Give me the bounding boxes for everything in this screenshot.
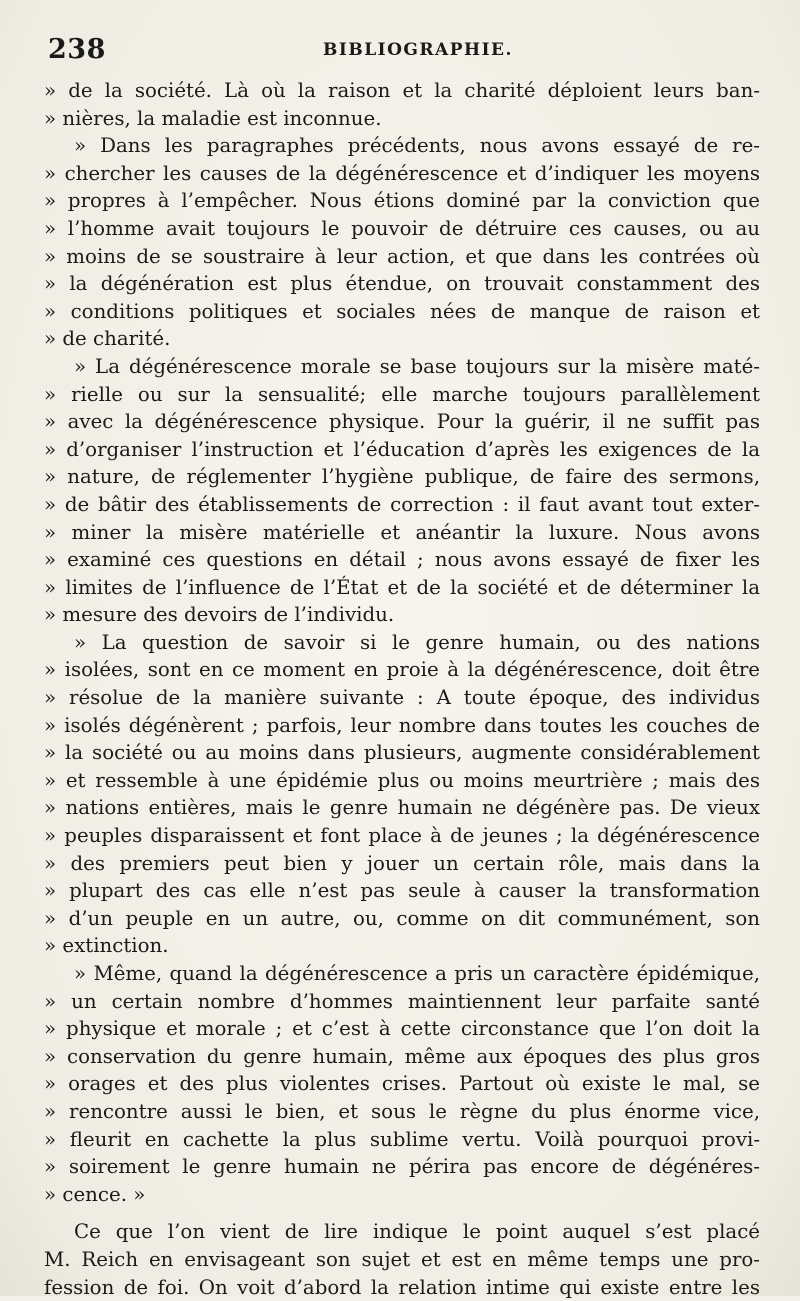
text-line: » d’un peuple en un autre, ou, comme on dit communément, son — [44, 906, 760, 930]
text-line: » de charité. — [44, 327, 171, 351]
text-line: » isolés dégénèrent ; parfois, leur nombre dans toutes les couches de — [44, 713, 760, 737]
text-line: » de bâtir des établissements de correction : il faut avant tout exter- — [44, 492, 760, 516]
text-line: » avec la dégénérescence physique. Pour la guérir, il ne suffit pas — [44, 410, 760, 434]
text-line: » mesure des devoirs de l’individu. — [44, 603, 395, 627]
text-line: » isolées, sont en ce moment en proie à la dégénérescence, doit être — [44, 658, 760, 682]
text-line: » La dégénérescence morale se base toujours sur la misère maté- — [74, 354, 760, 378]
text-line: » soirement le genre humain ne périra pas encore de dégénéres- — [44, 1155, 760, 1179]
text-line: » propres à l’empêcher. Nous étions dominé par la conviction que — [44, 189, 760, 213]
text-line: » nations entières, mais le genre humain ne dégénère pas. De vieux — [44, 796, 760, 820]
text-line: » un certain nombre d’hommes maintiennent leur parfaite santé — [44, 989, 760, 1013]
text-line: » conservation du genre humain, même aux époques des plus gros — [44, 1044, 760, 1068]
text-line: » plupart des cas elle n’est pas seule à causer la transformation — [44, 879, 760, 903]
text-line: » conditions politiques et sociales nées de manque de raison et — [44, 299, 760, 323]
text-line: » La question de savoir si le genre humain, ou des nations — [74, 630, 760, 654]
text-line: Ce que l’on vient de lire indique le point auquel s’est placé — [74, 1220, 760, 1244]
text-line: » la dégénération est plus étendue, on trouvait constamment des — [44, 272, 760, 296]
text-line: » peuples disparaissent et font place à de jeunes ; la dégénérescence — [44, 824, 760, 848]
text-line: » nature, de réglementer l’hygiène publique, de faire des sermons, — [44, 465, 760, 489]
text-line: » miner la misère matérielle et anéantir la luxure. Nous avons — [44, 520, 760, 544]
text-line: fession de foi. On voit d’abord la relation intime qui existe entre les — [44, 1275, 760, 1299]
text-line: » Dans les paragraphes précédents, nous avons essayé de re- — [74, 134, 760, 158]
text-line: » de la société. Là où la raison et la charité déploient leurs ban- — [44, 79, 760, 102]
text-line: » chercher les causes de la dégénérescence et d’indiquer les moyens — [44, 161, 760, 185]
text-line: » limites de l’influence de l’État et de la société et de déterminer la — [44, 575, 760, 599]
text-line: » physique et morale ; et c’est à cette circonstance que l’on doit la — [44, 1017, 760, 1041]
text-line: » examiné ces questions en détail ; nous avons essayé de fixer les — [44, 548, 760, 572]
running-head: BIBLIOGRAPHIE. — [323, 40, 513, 60]
text-line: » Même, quand la dégénérescence a pris un caractère épidémique, — [74, 962, 760, 985]
text-line: » résolue de la manière suivante : A toute époque, des individus — [44, 686, 760, 710]
text-line: » d’organiser l’instruction et l’éducation d’après les exigences de la — [44, 437, 760, 461]
text-line: » des premiers peut bien y jouer un certain rôle, mais dans la — [44, 851, 760, 875]
text-line: M. Reich en envisageant son sujet et est en même temps une pro- — [44, 1247, 760, 1271]
text-line: » fleurit en cachette la plus sublime vertu. Voilà pourquoi provi- — [44, 1127, 760, 1151]
page-header — [48, 34, 752, 64]
text-line: » la société ou au moins dans plusieurs, augmente considérablement — [44, 741, 760, 765]
page-number: 238 — [48, 34, 106, 65]
text-line: » rencontre aussi le bien, et sous le règne du plus énorme vice, — [44, 1099, 760, 1123]
text-line: » et ressemble à une épidémie plus ou moins meurtrière ; mais des — [44, 768, 760, 792]
text-line: » orages et des plus violentes crises. Partout où existe le mal, se — [44, 1072, 760, 1096]
text-line: » extinction. — [44, 934, 169, 958]
body-text — [44, 77, 760, 1301]
text-line: » rielle ou sur la sensualité; elle marche toujours parallèlement — [44, 382, 760, 406]
text-line: » moins de se soustraire à leur action, et que dans les contrées où — [44, 244, 760, 268]
text-line: » nières, la maladie est inconnue. — [44, 106, 382, 130]
text-line: » l’homme avait toujours le pouvoir de détruire ces causes, ou au — [44, 216, 760, 240]
text-line: » cence. » — [44, 1182, 146, 1206]
